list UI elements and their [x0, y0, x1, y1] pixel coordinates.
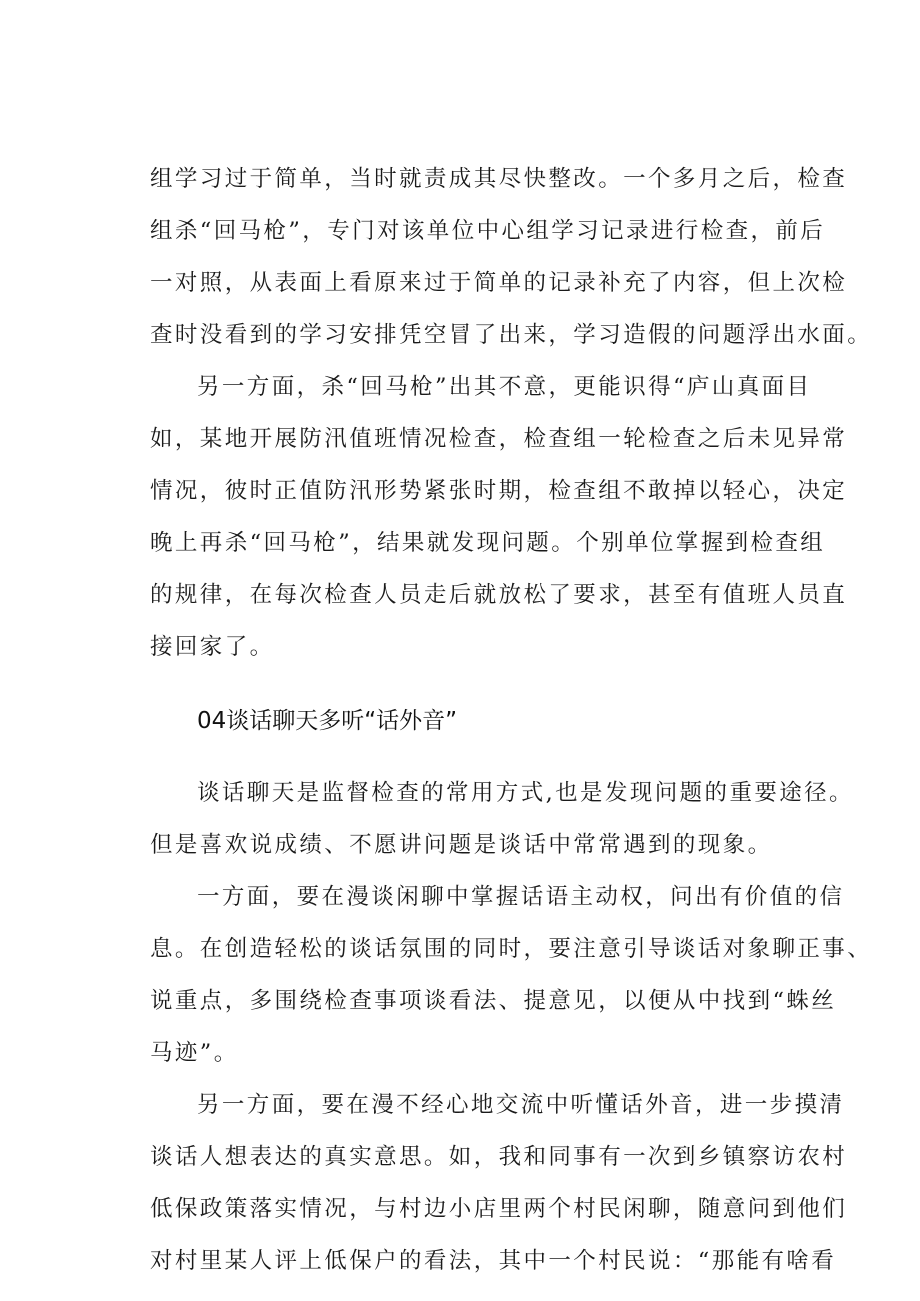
paragraph-other-side	[150, 1079, 848, 1287]
text-line: 低保政策落实情况，与村边小店里两个村民闲聊，随意问到他们	[150, 1196, 848, 1222]
text-line: 谈话人想表达的真实意思。如，我和同事有一次到乡镇察访农村	[150, 1144, 848, 1170]
paragraph-intro-talk	[150, 767, 854, 871]
paragraph-continued	[150, 153, 873, 361]
article-body	[150, 153, 873, 1287]
text-line: 马迹”。	[150, 1040, 239, 1066]
text-line: 对村里某人评上低保户的看法，其中一个村民说：“那能有啥看	[150, 1248, 837, 1274]
text-line: 如，某地开展防汛值班情况检查，检查组一轮检查之后未见异常	[150, 426, 848, 452]
text-line: 情况，彼时正值防汛形势紧张时期，检查组不敢掉以轻心，决定	[150, 478, 848, 504]
text-line: 一对照，从表面上看原来过于简单的记录补充了内容，但上次检	[150, 270, 848, 296]
text-line: 接回家了。	[150, 634, 275, 660]
text-line: 晚上再杀“回马枪”，结果就发现问题。个别单位掌握到检查组	[150, 530, 826, 556]
text-line: 另一方面，杀“回马枪”出其不意，更能识得“庐山真面目	[197, 374, 812, 400]
paragraph-one-side	[150, 871, 873, 1079]
paragraph-huimaqiang	[150, 361, 848, 673]
section-heading: 04谈话聊天多听“话外音”	[197, 708, 458, 734]
text-line: 息。在创造轻松的谈话氛围的同时，要注意引导谈话对象聊正事、	[150, 936, 873, 962]
text-line: 但是喜欢说成绩、不愿讲问题是谈话中常常遇到的现象。	[150, 832, 773, 858]
text-line: 的规律，在每次检查人员走后就放松了要求，甚至有值班人员直	[150, 582, 848, 608]
text-line: 另一方面，要在漫不经心地交流中听懂话外音，进一步摸清	[197, 1092, 845, 1118]
text-line: 一方面，要在漫谈闲聊中掌握话语主动权，问出有价值的信	[197, 884, 845, 910]
text-line: 组杀“回马枪”，专门对该单位中心组学习记录进行检查，前后	[150, 218, 826, 244]
text-line: 组学习过于简单，当时就责成其尽快整改。一个多月之后，检查	[150, 166, 848, 192]
text-line: 查时没看到的学习安排凭空冒了出来，学习造假的问题浮出水面。	[150, 322, 873, 348]
text-line: 谈话聊天是监督检查的常用方式,也是发现问题的重要途径。	[197, 780, 854, 806]
text-line: 说重点，多围绕检查事项谈看法、提意见，以便从中找到“蛛丝	[150, 988, 837, 1014]
